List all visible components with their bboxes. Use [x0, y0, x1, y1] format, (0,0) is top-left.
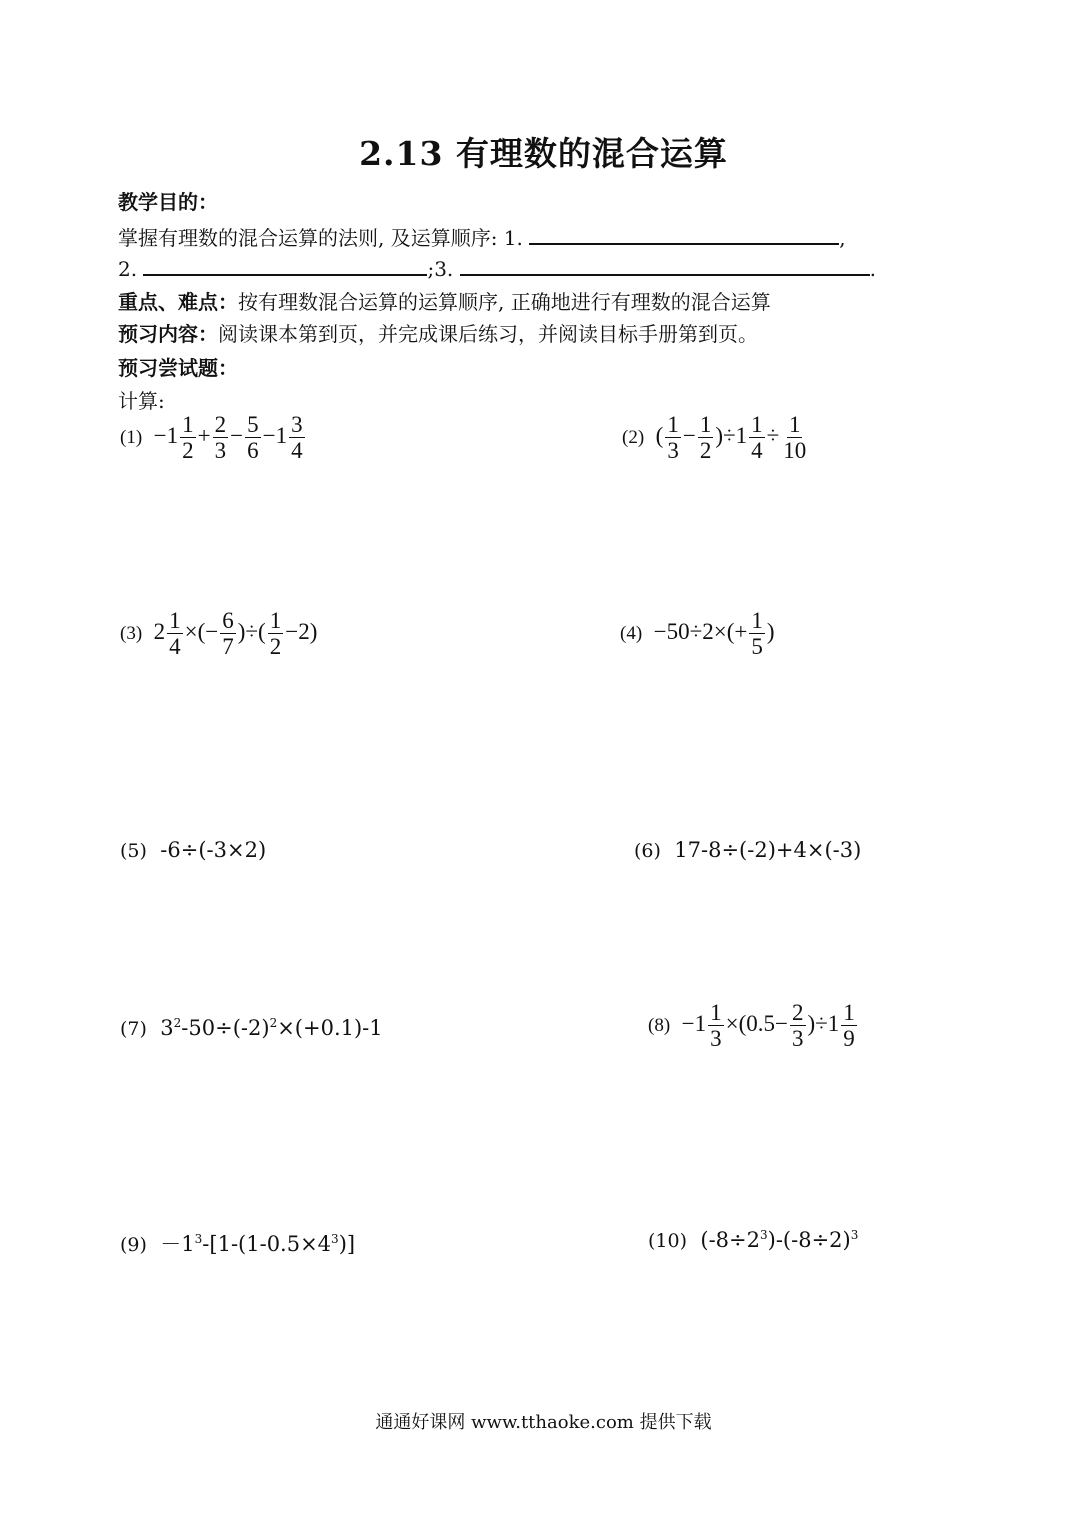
key-points	[118, 286, 771, 315]
footer-text: 通通好课网 www.tthaoke.com 提供下载	[375, 1412, 712, 1433]
problem-5-expression: -6÷(-3×2)	[160, 838, 267, 862]
expr-part: (-8÷2	[700, 1228, 760, 1252]
preview-text: 阅读课本第到页，并完成课后练习，并阅读目标手册第到页。	[218, 322, 758, 346]
fraction: $\frac{1}{2}$	[699, 412, 712, 464]
preview-content	[118, 318, 758, 347]
objectives-line-2-mid: ;3.	[427, 257, 460, 281]
objectives-line-2-end: .	[869, 257, 876, 281]
exponent: 3	[759, 1228, 768, 1242]
problem-number: (7)	[120, 1018, 147, 1040]
objectives-line-2	[118, 254, 876, 281]
problem-8: (8) −1 $\frac{1}{3}$ ×(0.5− $\frac{2}{3}$ )÷1 $\frac{1}{9}$	[648, 1000, 855, 1052]
page-title: 2.13 有理数的混合运算	[359, 134, 728, 173]
exponent: 2	[269, 1016, 278, 1030]
expr-part: 3	[160, 1016, 174, 1040]
expr-part: )-(-8÷2)	[767, 1228, 851, 1252]
exponent: 3	[850, 1228, 859, 1242]
problem-2: (2) ( $\frac{1}{3}$ − $\frac{1}{2}$ )÷1 $\frac{1}{4}$ ÷ $\frac{1}{10}$	[622, 412, 807, 464]
problem-number: (9)	[120, 1234, 147, 1256]
problem-10	[648, 1228, 858, 1252]
problem-number: (10)	[648, 1230, 688, 1252]
problem-number: (3)	[120, 623, 143, 645]
expr-part: ×(+0.1)-1	[277, 1016, 383, 1040]
fraction: $\frac{1}{4}$	[751, 412, 763, 464]
expr-part: －1	[160, 1232, 195, 1256]
problem-1: (1) −1 $\frac{1}{2}$ + $\frac{2}{3}$ − $\frac{5}{6}$ −1 $\frac{3}{4}$	[120, 412, 303, 464]
objectives-line-1-end: ,	[839, 226, 846, 250]
problem-number: (6)	[634, 840, 661, 862]
problem-5	[120, 838, 266, 862]
problem-number: (8)	[648, 1015, 671, 1037]
fraction: $\frac{2}{3}$	[792, 1000, 804, 1052]
fraction: $\frac{1}{3}$	[667, 412, 679, 464]
preview-label: 预习内容：	[118, 322, 218, 346]
problem-7	[120, 1016, 383, 1040]
objectives-line-2-prefix: 2.	[118, 257, 144, 281]
fraction: $\frac{1}{9}$	[843, 1000, 855, 1052]
objectives-line-1	[118, 222, 846, 251]
key-points-label: 重点、难点：	[118, 290, 238, 314]
problem-9	[120, 1228, 355, 1258]
problem-number: (4)	[620, 623, 643, 645]
problem-number: (2)	[622, 427, 645, 449]
calc-label: 计算:	[118, 389, 165, 413]
problem-6	[634, 838, 861, 862]
fraction: $\frac{1}{2}$	[269, 608, 282, 660]
exponent: 3	[194, 1232, 203, 1246]
fraction: $\frac{5}{6}$	[247, 412, 259, 464]
fraction: $\frac{1}{10}$	[783, 412, 807, 464]
problem-number: (1)	[120, 427, 143, 449]
problem-3: (3) 2 $\frac{1}{4}$ ×(− $\frac{6}{7}$ )÷( $\frac{1}{2}$ −2)	[120, 608, 318, 660]
fraction: $\frac{3}{4}$	[291, 412, 303, 464]
exponent: 3	[331, 1232, 339, 1246]
expr-part: )]	[338, 1232, 356, 1256]
fraction: $\frac{1}{5}$	[751, 608, 763, 660]
exponent: 2	[173, 1016, 182, 1030]
blank-3	[460, 254, 870, 276]
fraction: $\frac{1}{3}$	[710, 1000, 722, 1052]
blank-2	[143, 254, 427, 276]
trial-heading: 预习尝试题：	[118, 356, 238, 380]
objectives-heading: 教学目的：	[118, 190, 218, 214]
objectives-line-1-text: 掌握有理数的混合运算的法则, 及运算顺序: 1.	[118, 226, 530, 250]
problem-6-expression: 17-8÷(-2)+4×(-3)	[674, 838, 862, 862]
fraction: $\frac{2}{3}$	[214, 412, 227, 464]
problem-4: (4) −50÷2×(+ $\frac{1}{5}$ )	[620, 608, 775, 660]
problem-number: (5)	[120, 840, 147, 862]
blank-1	[529, 223, 839, 245]
fraction: $\frac{1}{4}$	[169, 608, 181, 660]
key-points-text: 按有理数混合运算的运算顺序, 正确地进行有理数的混合运算	[238, 290, 771, 314]
expr-part: -50÷(-2)	[181, 1016, 270, 1040]
fraction: $\frac{1}{2}$	[182, 412, 194, 464]
expr-part: -[1-(1-0.5×4	[202, 1232, 332, 1256]
fraction: $\frac{6}{7}$	[222, 608, 234, 660]
